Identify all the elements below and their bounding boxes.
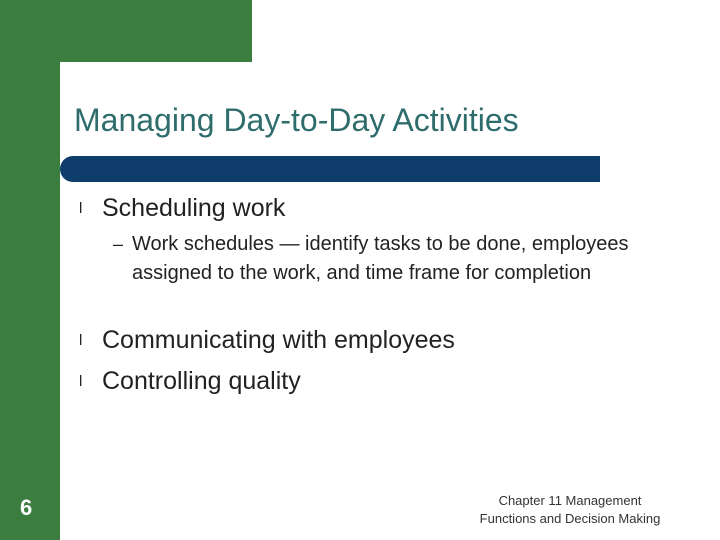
bullet-marker: l (79, 200, 83, 217)
bullet-marker: l (79, 373, 83, 390)
green-side-band (0, 0, 60, 540)
bullet-marker: l (79, 332, 83, 349)
footer-line-1: Chapter 11 Management (498, 493, 642, 508)
sub-bullet-work-schedules: Work schedules — identify tasks to be done, employees assigned to the work, and time frame for completion (132, 233, 629, 284)
footer-line-2: Functions and Decision Making (479, 511, 661, 526)
footer (470, 492, 670, 528)
bullet-scheduling-work: Scheduling work (102, 194, 286, 222)
sub-bullet-dash: – (113, 234, 124, 254)
title-underline-bar (60, 156, 600, 182)
slide-title: Managing Day-to-Day Activities (74, 102, 519, 138)
page-number: 6 (20, 495, 33, 520)
bullet-controlling-quality: Controlling quality (102, 367, 301, 395)
bullet-communicating: Communicating with employees (102, 326, 455, 354)
